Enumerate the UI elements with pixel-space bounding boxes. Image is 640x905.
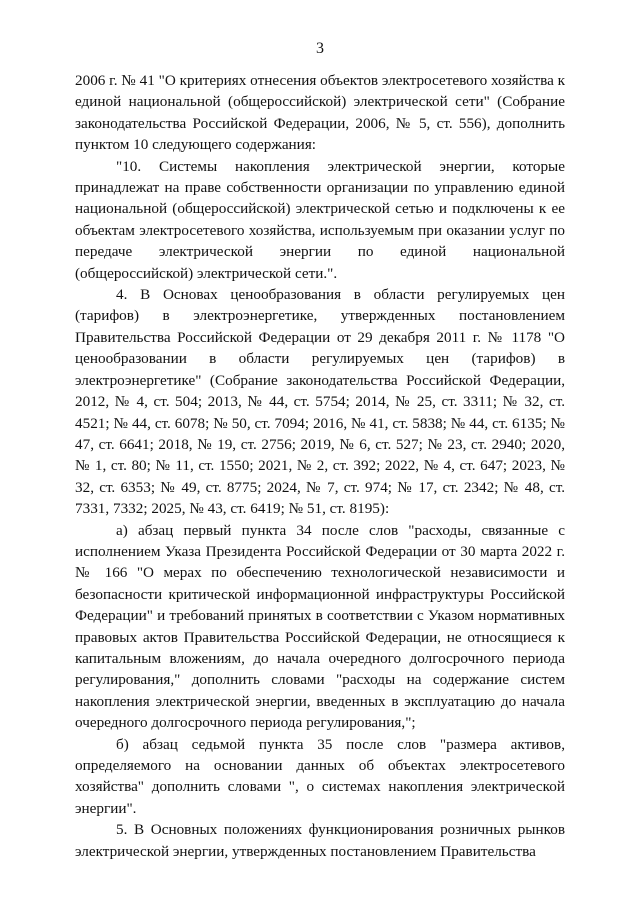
paragraph-continuation: 2006 г. № 41 "О критериях отнесения объектов электросетевого хозяйства к единой национальной (общероссийской) электрической сети" (Собрание законодательства Российской Федерации, 2006, № 5, ст. 556), дополнить пунктом 10 следующего содержания: [75,72,565,154]
paragraph-section-4: 4. В Основах ценообразования в области регулируемых цен (тарифов) в электроэнергетике, утвержденных постановлением Правительства Российской Федерации от 29 декабря 2011 г. № 1178 "О ценообразовании в области регулируемых цен (тарифов) в электроэнергетике" (Собрание законодательства Российской Федерации, 2012, № 4, ст. 504; 2013, № 44, ст. 5754; 2014, № 25, ст. 3311; № 32, ст. 4521; № 44, ст. 6078; № 50, ст. 7094; 2016, № 41, ст. 5838; № 44, ст. 6135; № 47, ст. 6641; 2018, № 19, ст. 2756; 2019, № 6, ст. 527; № 23, ст. 2940; 2020, № 1, ст. 80; № 11, ст. 1550; 2021, № 2, ст. 392; 2022, № 4, ст. 647; 2023, № 32, ст. 6353; № 49, ст. 8775; 2024, № 7, ст. 974; № 17, ст. 2342; № 48, ст. 7331, 7332; 2025, № 43, ст. 6419; № 51, ст. 8195): [75,286,565,518]
paragraph-subitem-a: а) абзац первый пункта 34 после слов "расходы, связанные с исполнением Указа Президента Российской Федерации от 30 марта 2022 г. № 166 "О мерах по обеспечению технологической независимости и безопасности критической информационной инфраструктуры Российской Федерации" и требований принятых в соответствии с Указом нормативных правовых актов Правительства Российской Федерации, не относящиеся к капитальным вложениям, до начала очередного долгосрочного периода регулирования," дополнить словами "расходы на содержание систем накопления электрической энергии, введенных в эксплуатацию до начала очередного долгосрочного периода регулирования,"; [75,521,565,732]
paragraph-section-5: 5. В Основных положениях функционирования розничных рынков электрической энергии, утвержденных постановлением Правительства [75,821,565,860]
paragraph-subitem-b: б) абзац седьмой пункта 35 после слов "размера активов, определяемого на основании данных об объектах электросетевого хозяйства" дополнить словами ", о системах накопления электрической энергии". [75,735,565,817]
document-body [75,70,565,862]
page-number: 3 [316,40,324,57]
paragraph-item-10: "10. Системы накопления электрической энергии, которые принадлежат на праве собственности организации по управлению единой национальной (общероссийской) электрической сетью и подключены к ее объектам электросетевого хозяйства, используемым при оказании услуг по передаче электрической энергии по единой национальной (общероссийской) электрической сети.". [75,157,565,282]
